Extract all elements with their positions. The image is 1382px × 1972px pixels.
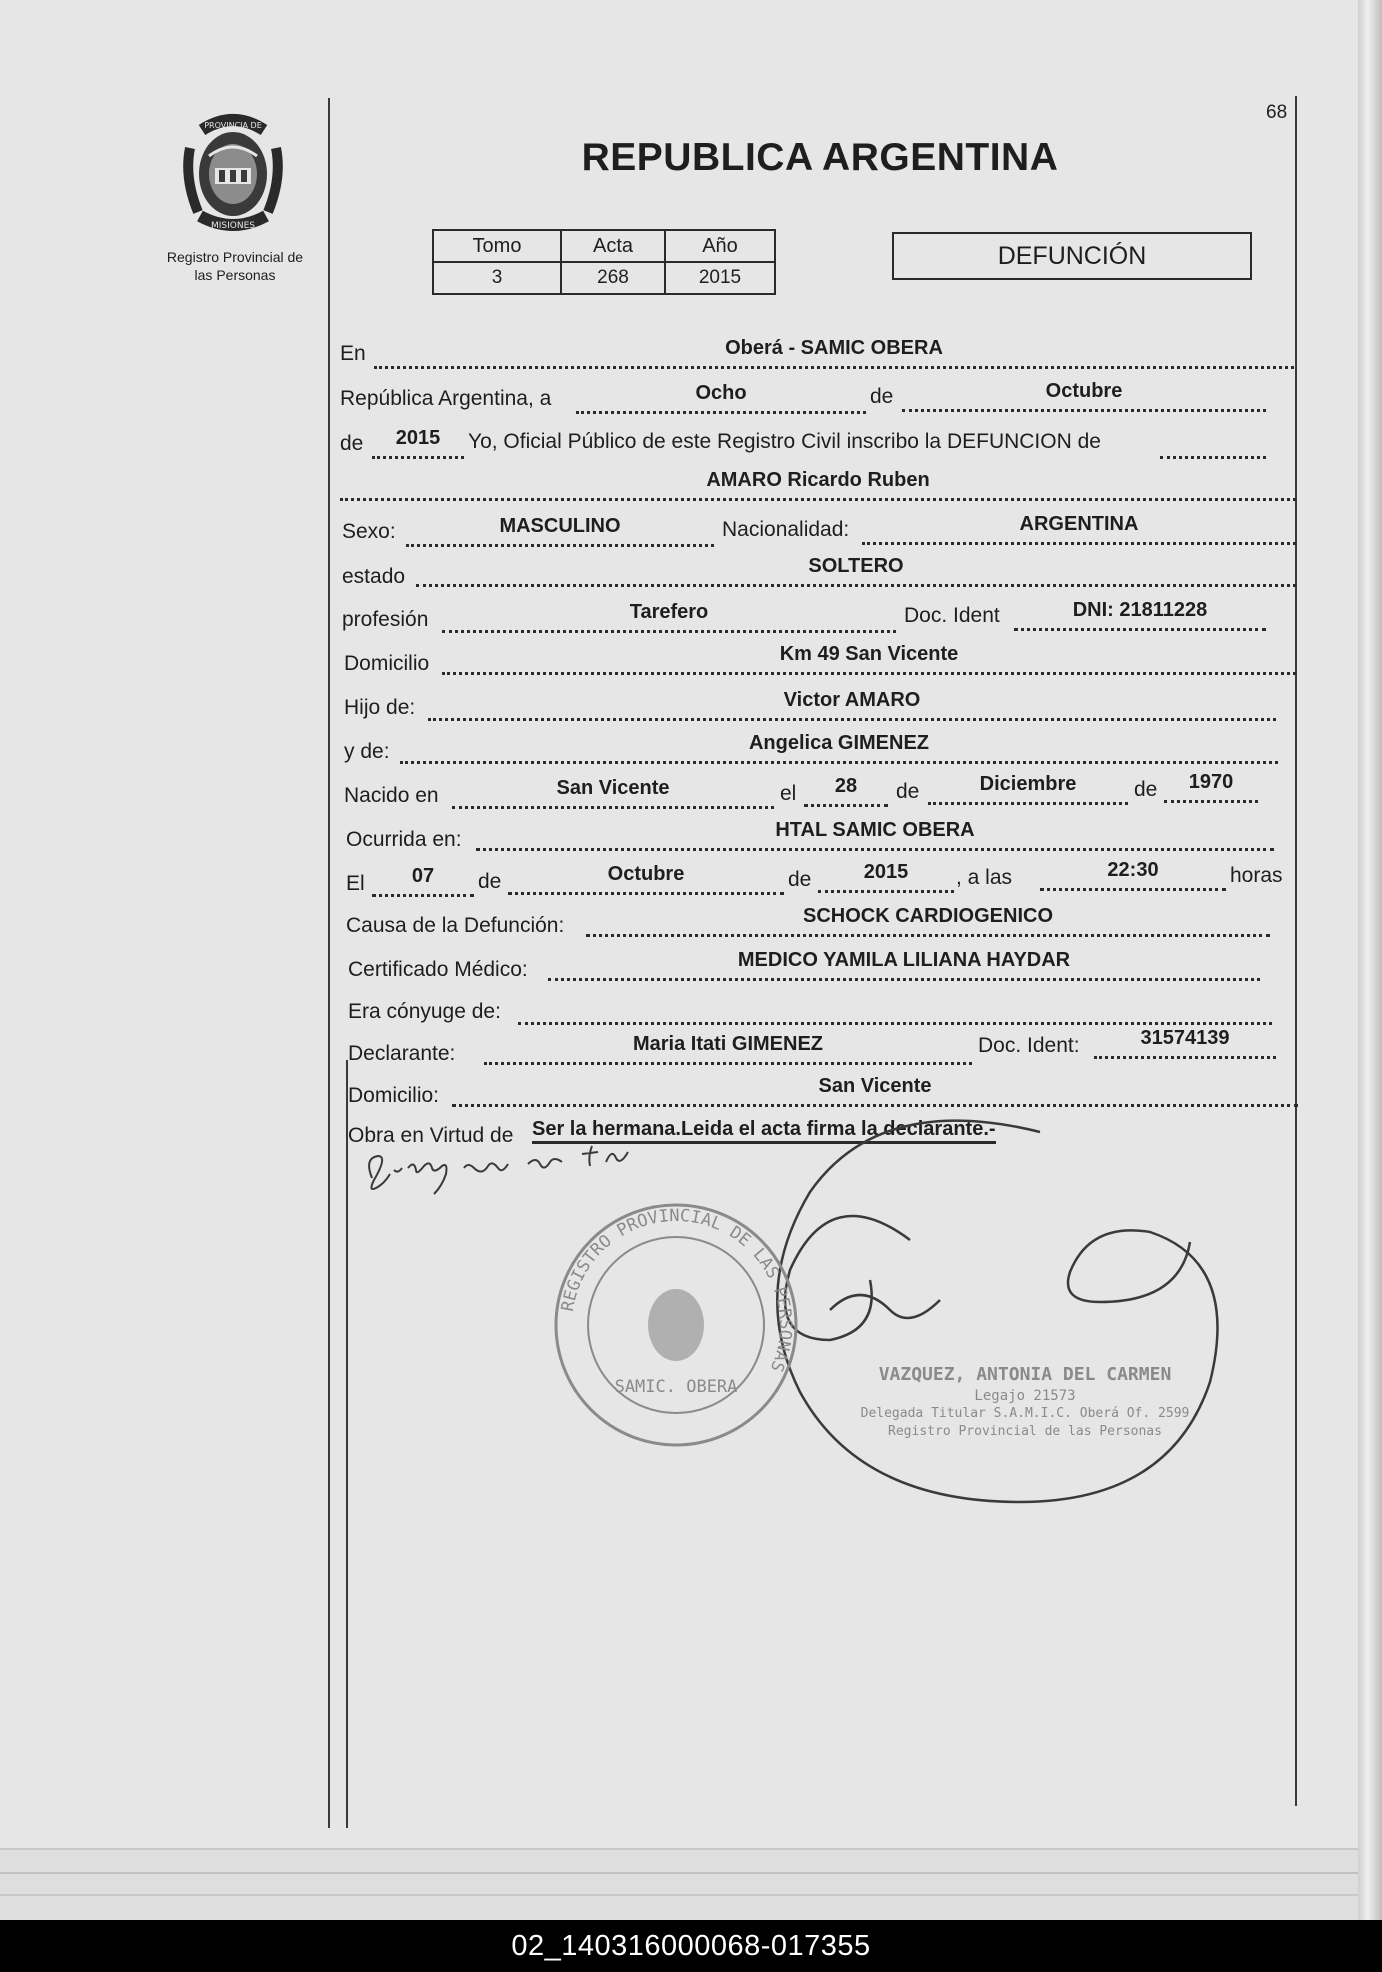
label-estado: estado [342,565,406,588]
label-ocurrida-en: Ocurrida en: [346,828,462,851]
label-de-6: de [788,868,812,891]
field-nac-anio: 1970 [1164,768,1258,803]
field-def-hora: 22:30 [1040,856,1226,891]
field-lugar: Oberá - SAMIC OBERA [374,334,1294,369]
label-en: En [340,342,366,365]
official-role-stamp: Delegada Titular S.A.M.I.C. Oberá Of. 2599 [860,1406,1190,1421]
field-nac-dia: 28 [804,772,888,807]
field-anio: 2015 [372,424,464,459]
field-nacionalidad: ARGENTINA [862,510,1296,545]
text-obra: Ser la hermana.Leida el acta firma la declarante.- [532,1118,996,1144]
label-republica: República Argentina, a [340,387,552,410]
field-sexo: MASCULINO [406,512,714,547]
label-de-5: de [478,870,502,893]
field-causa: SCHOCK CARDIOGENICO [586,902,1270,937]
label-doc-ident-2: Doc. Ident: [978,1034,1080,1057]
field-oficial-blank [1160,424,1266,459]
underlying-pages [0,1848,1358,1922]
label-oficial: Yo, Oficial Público de este Registro Civil inscribo la DEFUNCION de [468,430,1101,453]
provincial-crest-icon [182,108,284,234]
field-ocurrida-en: HTAL SAMIC OBERA [476,816,1274,851]
left-inner-rule [346,1060,348,1828]
label-horas: horas [1230,864,1283,887]
label-a-las: , a las [956,866,1013,889]
crest-bottom-text: MISIONES [210,221,256,231]
label-certificado: Certificado Médico: [348,958,528,981]
registry-label: Registro Provincial de las Personas [166,249,304,283]
official-registry-stamp: Registro Provincial de las Personas [888,1424,1162,1439]
label-nacionalidad: Nacionalidad: [722,518,850,541]
field-profesion: Tarefero [442,598,896,633]
field-conyuge [518,990,1272,1025]
page-title: REPUBLICA ARGENTINA [581,136,1059,179]
header-tomo: Tomo [433,230,561,262]
act-type-box: DEFUNCIÓN [892,232,1252,280]
label-de-2: de [340,432,364,455]
label-y-de: y de: [344,740,390,763]
official-name-stamp: VAZQUEZ, ANTONIA DEL CARMEN [878,1364,1172,1385]
label-sexo: Sexo: [342,520,396,543]
field-declarante: Maria Itati GIMENEZ [484,1030,972,1065]
label-declarante: Declarante: [348,1042,456,1065]
official-legajo-stamp: Legajo 21573 [974,1388,1076,1404]
field-def-mes: Octubre [508,860,784,895]
field-estado: SOLTERO [416,552,1296,587]
field-nacido-en: San Vicente [452,774,774,809]
right-margin-rule [1295,96,1297,1806]
label-de-4: de [1134,778,1158,801]
field-nombre: AMARO Ricardo Ruben [340,466,1296,501]
seal-inner-text: SAMIC. OBERA [614,1377,738,1397]
label-el: el [780,782,797,805]
seal-ring-text: REGISTRO PROVINCIAL DE LAS PERSONAS [557,1205,796,1375]
field-certificado: MEDICO YAMILA LILIANA HAYDAR [548,946,1260,981]
field-mes-texto: Octubre [902,377,1266,412]
field-dni: DNI: 21811228 [1014,596,1266,631]
field-padre: Victor AMARO [428,686,1276,721]
field-def-anio: 2015 [818,858,954,893]
field-def-dia: 07 [372,862,474,897]
label-de-1: de [870,385,894,408]
label-nacido-en: Nacido en [344,784,439,807]
value-anio: 2015 [665,262,775,294]
label-profesion: profesión [342,608,429,631]
field-madre: Angelica GIMENEZ [400,729,1278,764]
stacked-page-edges [1358,0,1382,1920]
label-domicilio-2: Domicilio: [348,1084,440,1107]
page-number: 68 [1266,102,1288,123]
left-margin-rule [328,98,330,1828]
label-el-2: El [346,872,365,895]
value-acta: 268 [561,262,665,294]
field-declarante-domicilio: San Vicente [452,1072,1298,1107]
field-nac-mes: Diciembre [928,770,1128,805]
footer-id: 02_140316000068-017355 [511,1929,871,1962]
footer-id-bar [0,1920,1382,1972]
label-doc-ident: Doc. Ident [904,604,1000,627]
header-acta: Acta [561,230,665,262]
header-anio: Año [665,230,775,262]
label-obra: Obra en Virtud de [348,1124,514,1147]
value-tomo: 3 [433,262,561,294]
crest-top-text: PROVINCIA DE [204,121,262,130]
field-declarante-doc: 31574139 [1094,1024,1276,1059]
label-conyuge: Era cónyuge de: [348,1000,501,1023]
field-dia-texto: Ocho [576,379,866,414]
label-de-3: de [896,780,920,803]
label-hijo-de: Hijo de: [344,696,416,719]
label-domicilio: Domicilio [344,652,430,675]
register-table [432,229,776,295]
field-domicilio: Km 49 San Vicente [442,640,1296,675]
label-causa: Causa de la Defunción: [346,914,565,937]
